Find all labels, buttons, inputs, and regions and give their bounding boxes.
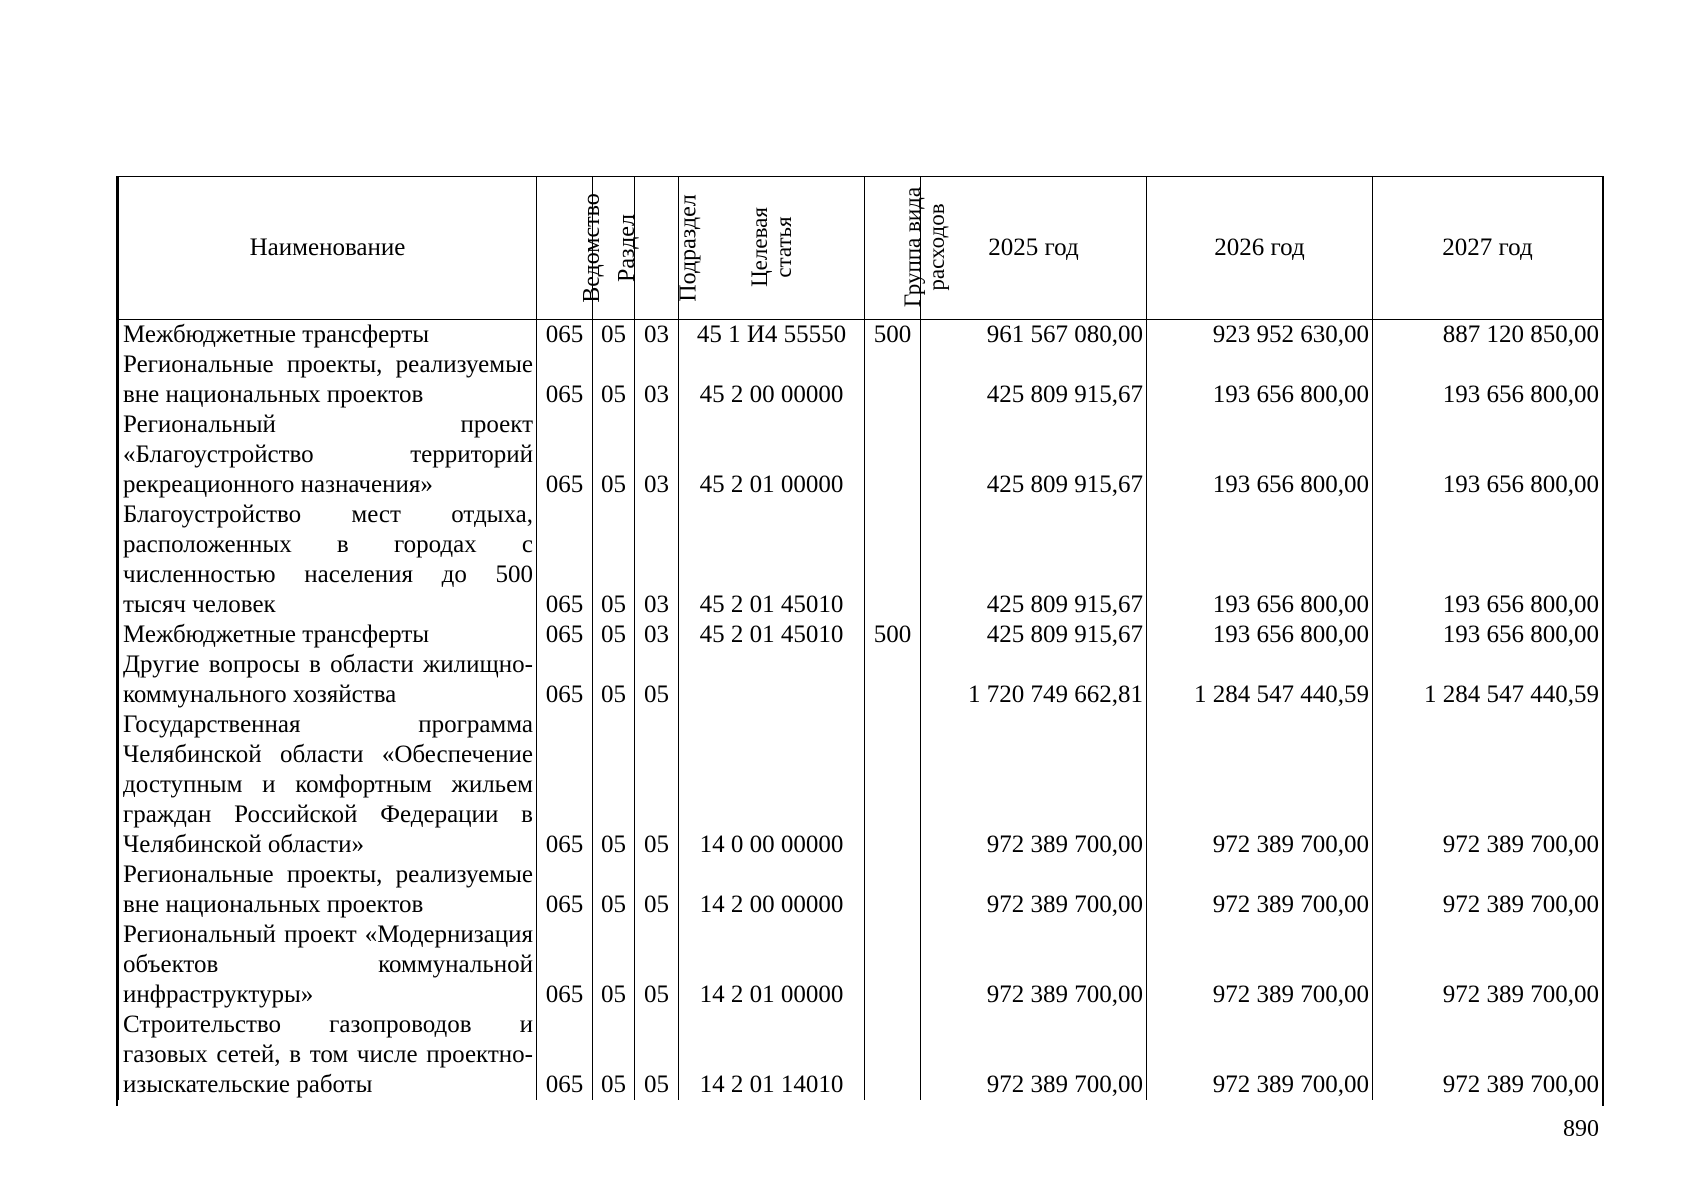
cell-y2026: 972 389 700,00 [1147,920,1373,1010]
table-row [119,620,1603,650]
cell-y2027: 972 389 700,00 [1373,920,1603,1010]
header-target: Целевая статья [679,177,865,320]
table-row [119,1010,1603,1100]
cell-y2027: 193 656 800,00 [1373,620,1603,650]
cell-section: 05 [593,710,635,860]
header-name: Наименование [119,177,537,320]
cell-y2025: 972 389 700,00 [921,1010,1147,1100]
header-2027: 2027 год [1373,177,1603,320]
table-row [119,860,1603,920]
cell-name: Региональный проект «Благоустройство территорий рекреационного назначения» [119,410,537,500]
cell-y2027: 972 389 700,00 [1373,710,1603,860]
cell-y2027: 1 284 547 440,59 [1373,650,1603,710]
cell-target: 45 1 И4 55550 [679,320,865,351]
cell-y2025: 972 389 700,00 [921,920,1147,1010]
cell-group [865,410,921,500]
cell-name: Региональные проекты, реализуемые вне национальных проектов [119,350,537,410]
cell-name: Благоустройство мест отдыха, расположенных в городах с численностью населения до 500 тысяч человек [119,500,537,620]
cell-dept: 065 [537,920,593,1010]
cell-y2026: 972 389 700,00 [1147,1010,1373,1100]
table-row [119,920,1603,1010]
cell-group [865,350,921,410]
header-group: Группа вида расходов [865,177,921,320]
cell-target: 14 2 01 00000 [679,920,865,1010]
cell-y2025: 961 567 080,00 [921,320,1147,351]
header-subsection: Подраздел [635,177,679,320]
cell-target: 14 2 01 14010 [679,1010,865,1100]
cell-y2026: 193 656 800,00 [1147,500,1373,620]
cell-y2026: 193 656 800,00 [1147,620,1373,650]
cell-dept: 065 [537,320,593,351]
cell-name: Региональный проект «Модернизация объектов коммунальной инфраструктуры» [119,920,537,1010]
cell-subsection: 03 [635,500,679,620]
table-row [119,710,1603,860]
cell-y2026: 193 656 800,00 [1147,410,1373,500]
table-row [119,410,1603,500]
header-2026: 2026 год [1147,177,1373,320]
table-row [119,650,1603,710]
budget-table [118,176,1603,1100]
cell-y2025: 972 389 700,00 [921,860,1147,920]
cell-name: Межбюджетные трансферты [119,620,537,650]
cell-subsection: 05 [635,920,679,1010]
table-header-row [119,177,1603,320]
cell-target: 45 2 00 00000 [679,350,865,410]
cell-section: 05 [593,650,635,710]
cell-subsection: 05 [635,1010,679,1100]
cell-dept: 065 [537,500,593,620]
cell-group [865,650,921,710]
cell-dept: 065 [537,620,593,650]
cell-group [865,500,921,620]
cell-y2027: 193 656 800,00 [1373,350,1603,410]
cell-subsection: 03 [635,410,679,500]
cell-subsection: 03 [635,350,679,410]
cell-y2025: 972 389 700,00 [921,710,1147,860]
cell-section: 05 [593,860,635,920]
cell-dept: 065 [537,710,593,860]
cell-y2025: 425 809 915,67 [921,500,1147,620]
header-dept: Ведомство [537,177,593,320]
cell-name: Государственная программа Челябинской области «Обеспечение доступным и комфортным жильем граждан Российской Федерации в Челябинской области» [119,710,537,860]
cell-target: 45 2 01 45010 [679,500,865,620]
cell-dept: 065 [537,860,593,920]
cell-target: 45 2 01 45010 [679,620,865,650]
table-body [119,320,1603,1101]
cell-group [865,710,921,860]
cell-target: 14 0 00 00000 [679,710,865,860]
page-number: 890 [1563,1116,1599,1142]
cell-dept: 065 [537,350,593,410]
cell-section: 05 [593,1010,635,1100]
cell-y2027: 972 389 700,00 [1373,860,1603,920]
cell-subsection: 05 [635,650,679,710]
cell-y2027: 193 656 800,00 [1373,410,1603,500]
cell-y2027: 193 656 800,00 [1373,500,1603,620]
cell-section: 05 [593,320,635,351]
cell-name: Другие вопросы в области жилищно-коммунального хозяйства [119,650,537,710]
cell-section: 05 [593,410,635,500]
cell-target: 14 2 00 00000 [679,860,865,920]
cell-y2027: 887 120 850,00 [1373,320,1603,351]
cell-subsection: 05 [635,710,679,860]
cell-group [865,860,921,920]
cell-y2026: 972 389 700,00 [1147,710,1373,860]
cell-dept: 065 [537,410,593,500]
cell-group: 500 [865,620,921,650]
cell-y2025: 1 720 749 662,81 [921,650,1147,710]
header-section: Раздел [593,177,635,320]
budget-table-sheet [116,176,1604,1106]
cell-y2025: 425 809 915,67 [921,620,1147,650]
cell-group [865,920,921,1010]
cell-name: Межбюджетные трансферты [119,320,537,351]
cell-dept: 065 [537,1010,593,1100]
cell-y2026: 972 389 700,00 [1147,860,1373,920]
cell-subsection: 03 [635,620,679,650]
cell-target [679,650,865,710]
cell-subsection: 03 [635,320,679,351]
cell-group [865,1010,921,1100]
cell-subsection: 05 [635,860,679,920]
cell-section: 05 [593,500,635,620]
cell-section: 05 [593,620,635,650]
cell-y2025: 425 809 915,67 [921,410,1147,500]
cell-y2026: 193 656 800,00 [1147,350,1373,410]
cell-section: 05 [593,920,635,1010]
cell-y2026: 1 284 547 440,59 [1147,650,1373,710]
cell-group: 500 [865,320,921,351]
table-row [119,350,1603,410]
cell-name: Строительство газопроводов и газовых сетей, в том числе проектно-изыскательские работы [119,1010,537,1100]
cell-target: 45 2 01 00000 [679,410,865,500]
cell-y2025: 425 809 915,67 [921,350,1147,410]
header-2025: 2025 год [921,177,1147,320]
cell-y2026: 923 952 630,00 [1147,320,1373,351]
cell-dept: 065 [537,650,593,710]
cell-name: Региональные проекты, реализуемые вне национальных проектов [119,860,537,920]
cell-section: 05 [593,350,635,410]
cell-y2027: 972 389 700,00 [1373,1010,1603,1100]
table-row [119,500,1603,620]
table-row [119,320,1603,351]
